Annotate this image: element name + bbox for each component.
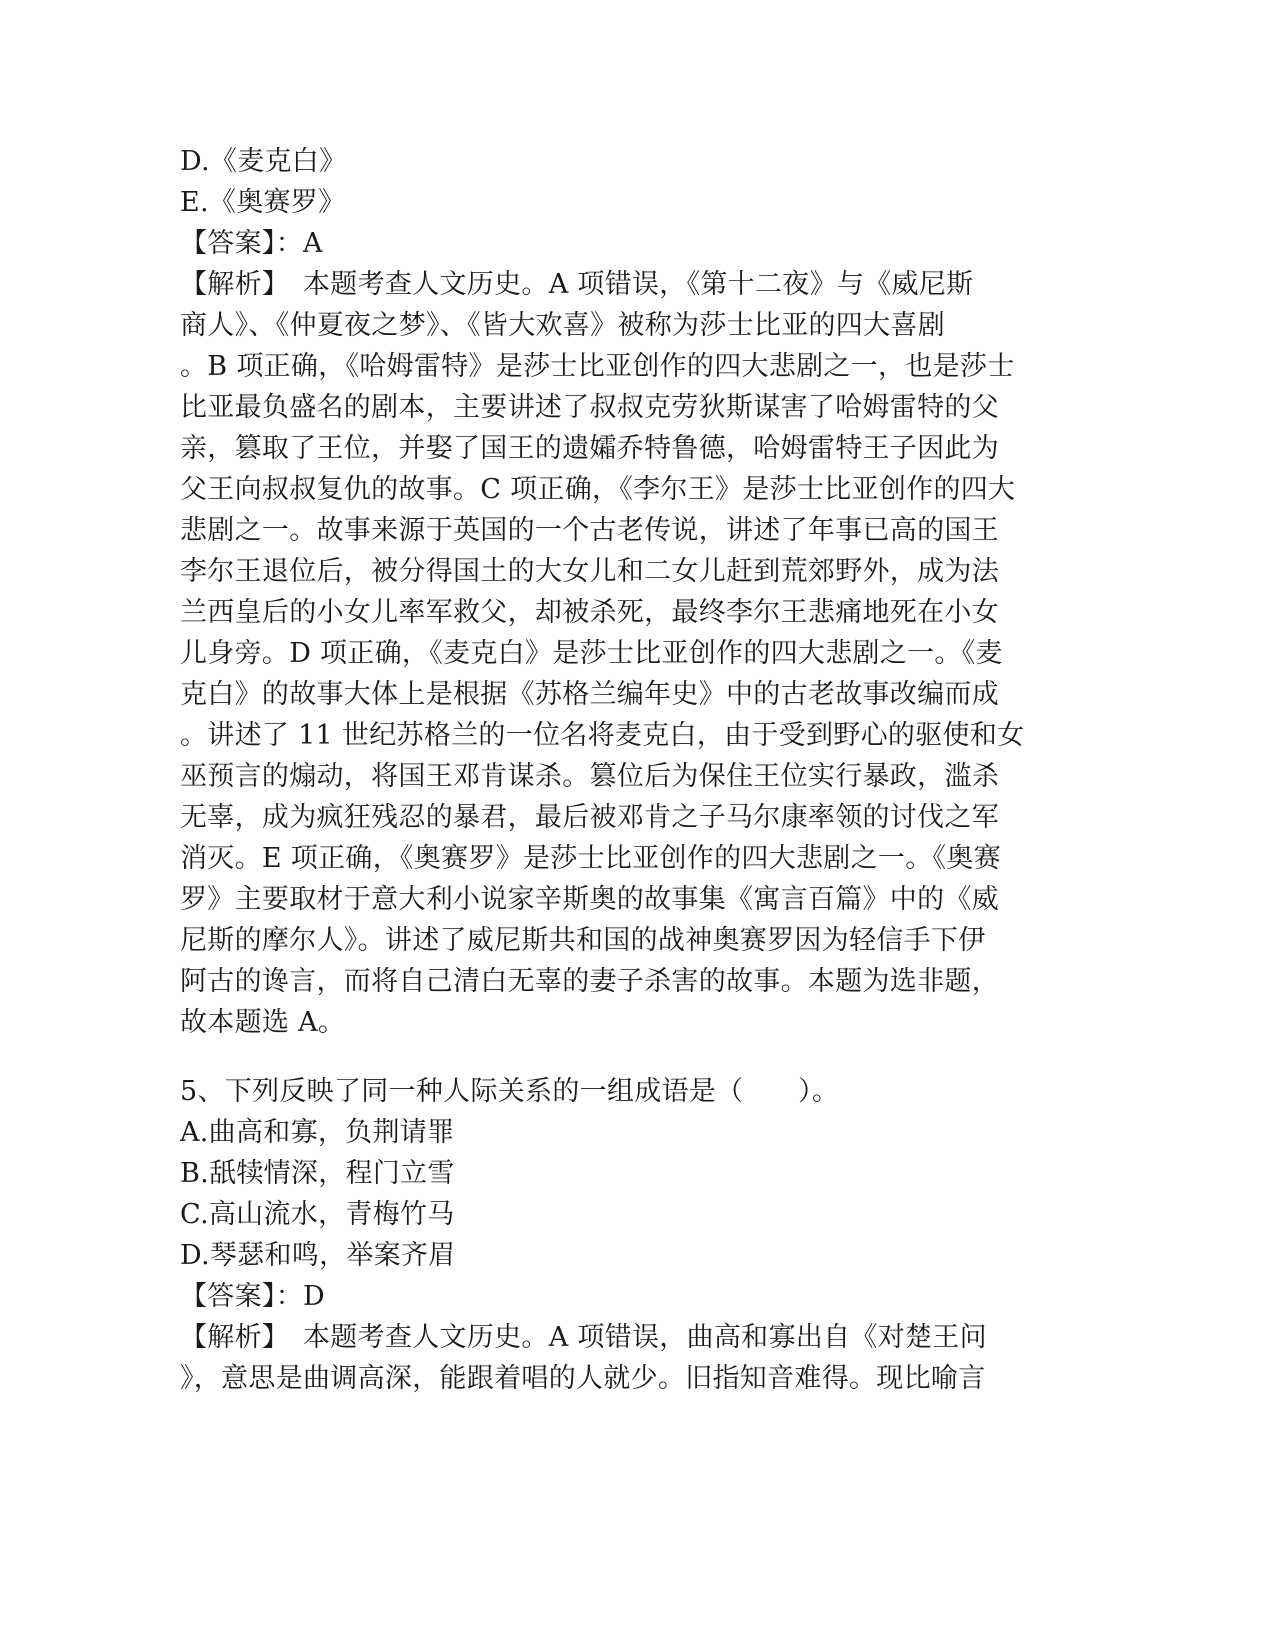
prev-analysis-line: 罗》主要取材于意大利小说家辛斯奥的故事集《寓言百篇》中的《威 xyxy=(180,884,999,915)
prev-analysis-line: 故本题选 A。 xyxy=(180,1007,346,1038)
prev-analysis-line: 商人》、《仲夏夜之梦》、《皆大欢喜》被称为莎士比亚的四大喜剧 xyxy=(180,310,945,341)
prev-analysis-line: 亲，篡取了王位，并娶了国王的遗孀乔特鲁德，哈姆雷特王子因此为 xyxy=(180,433,999,464)
prev-option-e: E.《奥赛罗》 xyxy=(180,187,346,218)
prev-analysis-line: 李尔王退位后，被分得国土的大女儿和二女儿赶到荒郊野外，成为法 xyxy=(180,556,999,587)
option-a: A.曲高和寡，负荆请罪 xyxy=(180,1117,455,1148)
prev-analysis-line: 儿身旁。D 项正确，《麦克白》是莎士比亚创作的四大悲剧之一。《麦 xyxy=(180,638,1003,669)
prev-analysis-line: 消灭。E 项正确，《奥赛罗》是莎士比亚创作的四大悲剧之一。《奥赛 xyxy=(180,843,1001,874)
prev-analysis-line: 阿古的谗言，而将自己清白无辜的妻子杀害的故事。本题为选非题， xyxy=(180,966,999,997)
prev-analysis-line: 尼斯的摩尔人》。讲述了威尼斯共和国的战神奥赛罗因为轻信手下伊 xyxy=(180,925,986,956)
prev-analysis-line: 无辜，成为疯狂残忍的暴君，最后被邓肯之子马尔康率领的讨伐之军 xyxy=(180,802,999,833)
option-c: C.高山流水，青梅竹马 xyxy=(180,1199,455,1230)
prev-analysis-line: 【解析】 本题考查人文历史。A 项错误，《第十二夜》与《威尼斯 xyxy=(180,269,974,300)
prev-analysis-line: 兰西皇后的小女儿率军救父，却被杀死，最终李尔王悲痛地死在小女 xyxy=(180,597,999,628)
prev-analysis-line: 巫预言的煽动，将国王邓肯谋杀。篡位后为保住王位实行暴政，滥杀 xyxy=(180,761,999,792)
prev-answer: 【答案】：A xyxy=(180,228,323,259)
option-b: B.舐犊情深，程门立雪 xyxy=(180,1158,455,1189)
prev-analysis-line: 父王向叔叔复仇的故事。C 项正确，《李尔王》是莎士比亚创作的四大 xyxy=(180,474,1016,505)
prev-analysis-line: 比亚最负盛名的剧本，主要讲述了叔叔克劳狄斯谋害了哈姆雷特的父 xyxy=(180,392,999,423)
option-d: D.琴瑟和鸣，举案齐眉 xyxy=(180,1240,456,1271)
analysis-line: 【解析】 本题考查人文历史。A 项错误，曲高和寡出自《对楚王问 xyxy=(180,1322,987,1353)
prev-analysis-line: 克白》的故事大体上是根据《苏格兰编年史》中的古老故事改编而成 xyxy=(180,679,999,710)
analysis-line: 》，意思是曲调高深，能跟着唱的人就少。旧指知音难得。现比喻言 xyxy=(180,1363,986,1394)
prev-analysis-line: 悲剧之一。故事来源于英国的一个古老传说，讲述了年事已高的国王 xyxy=(180,515,999,546)
prev-option-d: D.《麦克白》 xyxy=(180,146,347,177)
question-stem: 5、下列反映了同一种人际关系的一组成语是（ ）。 xyxy=(180,1076,840,1107)
prev-analysis-line: 。讲述了 11 世纪苏格兰的一位名将麦克白，由于受到野心的驱使和女 xyxy=(180,720,1025,751)
prev-analysis-line: 。B 项正确，《哈姆雷特》是莎士比亚创作的四大悲剧之一，也是莎士 xyxy=(180,351,1015,382)
answer: 【答案】：D xyxy=(180,1281,325,1312)
